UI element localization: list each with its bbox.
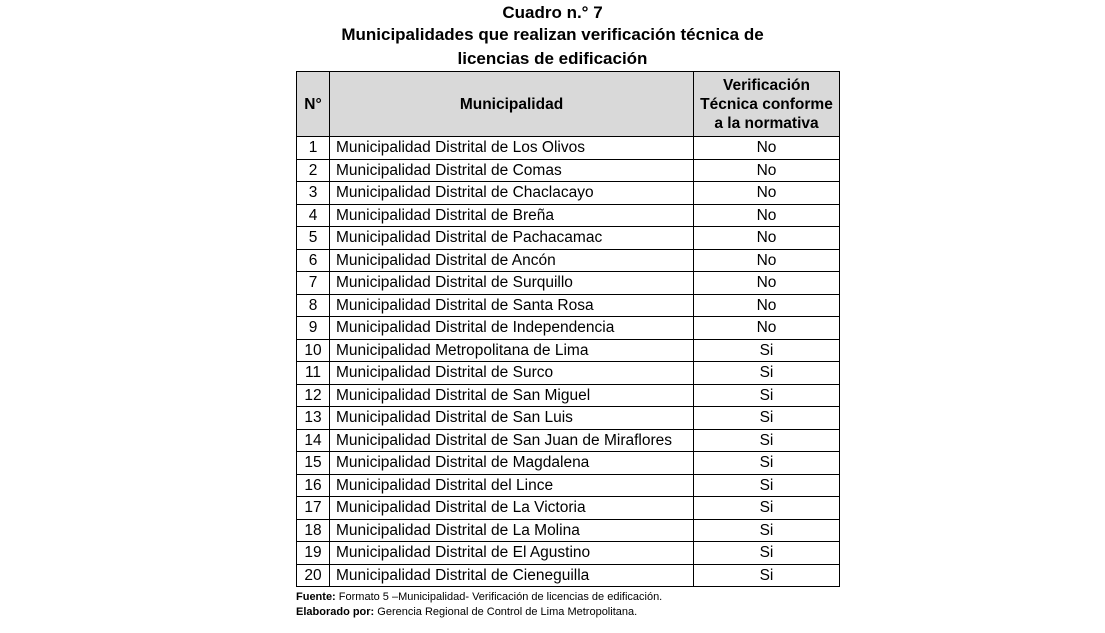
municipalities-table	[296, 71, 840, 587]
cell-number: 12	[297, 384, 330, 407]
table-row	[297, 407, 840, 430]
table-row	[297, 429, 840, 452]
cell-number: 18	[297, 519, 330, 542]
cell-verificacion: Si	[694, 542, 840, 565]
prepared-by-label: Elaborado por:	[296, 606, 375, 618]
cell-number: 9	[297, 317, 330, 340]
prepared-by-note	[296, 605, 662, 620]
table-row	[297, 249, 840, 272]
cell-municipalidad: Municipalidad Distrital de Surco	[330, 362, 694, 385]
cell-verificacion: Si	[694, 429, 840, 452]
table-title-number: Cuadro n.° 7	[502, 3, 603, 22]
cell-verificacion: Si	[694, 452, 840, 475]
cell-municipalidad: Municipalidad Distrital de Independencia	[330, 317, 694, 340]
cell-verificacion: Si	[694, 339, 840, 362]
table-row	[297, 227, 840, 250]
cell-number: 19	[297, 542, 330, 565]
source-label: Fuente:	[296, 591, 336, 603]
cell-verificacion: Si	[694, 474, 840, 497]
cell-verificacion: No	[694, 204, 840, 227]
table-row	[297, 159, 840, 182]
cell-municipalidad: Municipalidad Metropolitana de Lima	[330, 339, 694, 362]
source-note	[296, 590, 662, 605]
cell-verificacion: No	[694, 317, 840, 340]
cell-verificacion: No	[694, 249, 840, 272]
cell-municipalidad: Municipalidad Distrital de Breña	[330, 204, 694, 227]
cell-municipalidad: Municipalidad Distrital de Surquillo	[330, 272, 694, 295]
source-text: Formato 5 –Municipalidad- Verificación de licencias de edificación.	[335, 591, 663, 603]
cell-number: 13	[297, 407, 330, 430]
cell-verificacion: Si	[694, 497, 840, 520]
cell-verificacion: Si	[694, 407, 840, 430]
cell-number: 10	[297, 339, 330, 362]
cell-municipalidad: Municipalidad Distrital de Chaclacayo	[330, 182, 694, 205]
table-title-line-2: licencias de edificación	[457, 49, 648, 68]
cell-verificacion: No	[694, 137, 840, 160]
cell-municipalidad: Municipalidad Distrital de Santa Rosa	[330, 294, 694, 317]
cell-number: 4	[297, 204, 330, 227]
table-row	[297, 317, 840, 340]
table-row	[297, 137, 840, 160]
cell-municipalidad: Municipalidad Distrital de Comas	[330, 159, 694, 182]
cell-municipalidad: Municipalidad Distrital de San Luis	[330, 407, 694, 430]
cell-number: 17	[297, 497, 330, 520]
cell-number: 14	[297, 429, 330, 452]
cell-number: 15	[297, 452, 330, 475]
cell-municipalidad: Municipalidad Distrital de Ancón	[330, 249, 694, 272]
cell-municipalidad: Municipalidad Distrital de Pachacamac	[330, 227, 694, 250]
cell-number: 8	[297, 294, 330, 317]
cell-number: 7	[297, 272, 330, 295]
table-row	[297, 294, 840, 317]
cell-number: 1	[297, 137, 330, 160]
table-row	[297, 339, 840, 362]
cell-number: 5	[297, 227, 330, 250]
table-title-line-1: Municipalidades que realizan verificación técnica de	[341, 25, 764, 44]
prepared-by-text: Gerencia Regional de Control de Lima Metropolitana.	[374, 606, 638, 618]
cell-verificacion: No	[694, 159, 840, 182]
table-row	[297, 497, 840, 520]
cell-number: 2	[297, 159, 330, 182]
table-row	[297, 564, 840, 587]
cell-verificacion: No	[694, 272, 840, 295]
cell-number: 20	[297, 564, 330, 587]
table-row	[297, 204, 840, 227]
table-body	[297, 137, 840, 587]
table-row	[297, 452, 840, 475]
table-row	[297, 474, 840, 497]
cell-municipalidad: Municipalidad Distrital de La Molina	[330, 519, 694, 542]
cell-municipalidad: Municipalidad Distrital de El Agustino	[330, 542, 694, 565]
cell-municipalidad: Municipalidad Distrital de Los Olivos	[330, 137, 694, 160]
cell-verificacion: No	[694, 294, 840, 317]
cell-verificacion: Si	[694, 384, 840, 407]
header-number: N°	[297, 72, 330, 137]
cell-verificacion: Si	[694, 564, 840, 587]
cell-municipalidad: Municipalidad Distrital de Magdalena	[330, 452, 694, 475]
table-row	[297, 384, 840, 407]
cell-municipalidad: Municipalidad Distrital de Cieneguilla	[330, 564, 694, 587]
cell-verificacion: Si	[694, 362, 840, 385]
cell-verificacion: Si	[694, 519, 840, 542]
table-row	[297, 362, 840, 385]
table-header-row	[297, 72, 840, 137]
header-municipalidad: Municipalidad	[330, 72, 694, 137]
table-row	[297, 272, 840, 295]
cell-number: 16	[297, 474, 330, 497]
cell-number: 6	[297, 249, 330, 272]
table-notes	[296, 590, 662, 620]
table-row	[297, 519, 840, 542]
cell-municipalidad: Municipalidad Distrital de San Juan de Miraflores	[330, 429, 694, 452]
table-row	[297, 542, 840, 565]
cell-verificacion: No	[694, 182, 840, 205]
cell-number: 11	[297, 362, 330, 385]
cell-municipalidad: Municipalidad Distrital de La Victoria	[330, 497, 694, 520]
cell-number: 3	[297, 182, 330, 205]
table-row	[297, 182, 840, 205]
cell-municipalidad: Municipalidad Distrital de San Miguel	[330, 384, 694, 407]
cell-municipalidad: Municipalidad Distrital del Lince	[330, 474, 694, 497]
cell-verificacion: No	[694, 227, 840, 250]
header-verificacion: Verificación Técnica conforme a la normativa	[694, 72, 840, 137]
